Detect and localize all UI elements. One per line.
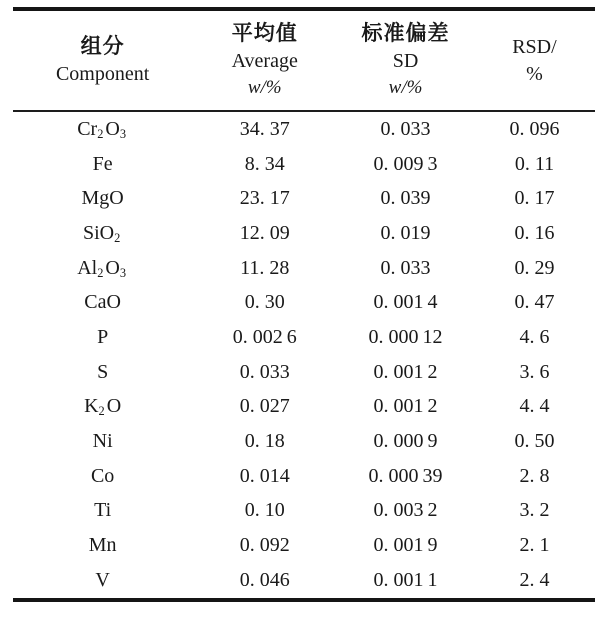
- component-cell: Mn: [88, 534, 117, 557]
- table-row: [13, 424, 595, 459]
- table-row: [13, 494, 595, 529]
- average-cell: 0. 046: [239, 568, 290, 591]
- rsd-cell: 0. 17: [514, 187, 555, 210]
- table-row: [13, 459, 595, 494]
- sd-cell: 0. 001 2: [373, 395, 438, 418]
- rsd-cell: 2. 1: [519, 534, 550, 557]
- rsd-cell: 0. 29: [514, 256, 555, 279]
- average-cell: 23. 17: [239, 187, 290, 210]
- header-sd-en: SD: [392, 50, 419, 73]
- component-cell: MgO: [81, 187, 124, 210]
- rsd-cell: 2. 4: [519, 568, 550, 591]
- sd-cell: 0. 000 9: [373, 430, 438, 453]
- sd-cell: 0. 000 39: [368, 464, 443, 487]
- rsd-cell: 4. 6: [519, 325, 550, 348]
- header-sd-unit: w/%: [388, 77, 423, 99]
- header-average-zh: 平均值: [231, 22, 298, 45]
- component-cell: Ti: [94, 499, 112, 522]
- average-cell: 11. 28: [240, 256, 290, 279]
- average-cell: 0. 18: [244, 430, 285, 453]
- sd-cell: 0. 001 9: [373, 534, 438, 557]
- component-cell: P: [97, 325, 109, 348]
- average-cell: 0. 10: [244, 499, 285, 522]
- rsd-cell: 3. 2: [519, 499, 550, 522]
- average-cell: 8. 34: [244, 152, 285, 175]
- header-average: [192, 20, 337, 101]
- rsd-cell: 0. 50: [514, 430, 555, 453]
- average-cell: 0. 092: [239, 534, 290, 557]
- component-cell: $Cr_2$ $O_3$: [77, 117, 127, 141]
- header-component: [13, 33, 192, 88]
- header-average-en: Average: [231, 50, 298, 73]
- average-cell: 0. 014: [239, 464, 290, 487]
- rsd-cell: 0. 16: [514, 221, 555, 244]
- table-row: [13, 355, 595, 390]
- average-cell: 0. 002 6: [232, 325, 297, 348]
- table-row: [13, 390, 595, 425]
- header-sd-zh: 标准偏差: [361, 22, 450, 45]
- table-row: [13, 285, 595, 320]
- sd-cell: 0. 019: [380, 221, 431, 244]
- component-cell: Ni: [92, 430, 113, 453]
- sd-cell: 0. 001 4: [373, 291, 438, 314]
- table-body: [13, 112, 595, 598]
- sd-cell: 0. 001 2: [373, 360, 438, 383]
- sd-cell: 0. 001 1: [373, 568, 438, 591]
- sd-cell: 0. 033: [380, 256, 431, 279]
- average-cell: 12. 09: [239, 221, 290, 244]
- table-row: [13, 147, 595, 182]
- component-cell: SiO$_2$: [82, 221, 121, 245]
- rsd-cell: 0. 47: [514, 291, 555, 314]
- table-header: [13, 11, 595, 110]
- component-cell: S: [97, 360, 109, 383]
- component-cell: $Al_2$ $O_3$: [77, 256, 127, 280]
- table-bottom-rule: [13, 598, 595, 602]
- sd-cell: 0. 033: [380, 117, 431, 140]
- table-row: [13, 181, 595, 216]
- component-cell: Fe: [92, 152, 113, 175]
- table-row: [13, 112, 595, 147]
- table-row: [13, 320, 595, 355]
- table-row: [13, 216, 595, 251]
- rsd-cell: 2. 8: [519, 464, 550, 487]
- table-row: [13, 251, 595, 286]
- header-rsd-line2: %: [526, 62, 543, 85]
- rsd-cell: 0. 096: [509, 117, 560, 140]
- sd-cell: 0. 039: [380, 187, 431, 210]
- header-sd: [337, 20, 474, 101]
- header-rsd: [474, 34, 595, 88]
- sd-cell: 0. 009 3: [373, 152, 438, 175]
- table-row: [13, 563, 595, 598]
- sd-cell: 0. 003 2: [373, 499, 438, 522]
- average-cell: 0. 027: [239, 395, 290, 418]
- sd-cell: 0. 000 12: [368, 325, 443, 348]
- composition-table: [13, 7, 595, 602]
- header-rsd-line1: RSD/: [512, 35, 557, 58]
- table-row: [13, 528, 595, 563]
- component-cell: CaO: [84, 291, 121, 314]
- component-cell: $K_2$ O: [84, 395, 122, 419]
- rsd-cell: 0. 11: [514, 152, 555, 175]
- component-cell: V: [95, 568, 110, 591]
- average-cell: 0. 30: [244, 291, 285, 314]
- rsd-cell: 4. 4: [519, 395, 550, 418]
- header-average-unit: w/%: [247, 77, 282, 99]
- average-cell: 0. 033: [239, 360, 290, 383]
- component-cell: Co: [90, 464, 115, 487]
- header-component-zh: 组分: [80, 34, 125, 58]
- header-component-en: Component: [55, 63, 150, 86]
- rsd-cell: 3. 6: [519, 360, 550, 383]
- average-cell: 34. 37: [239, 117, 290, 140]
